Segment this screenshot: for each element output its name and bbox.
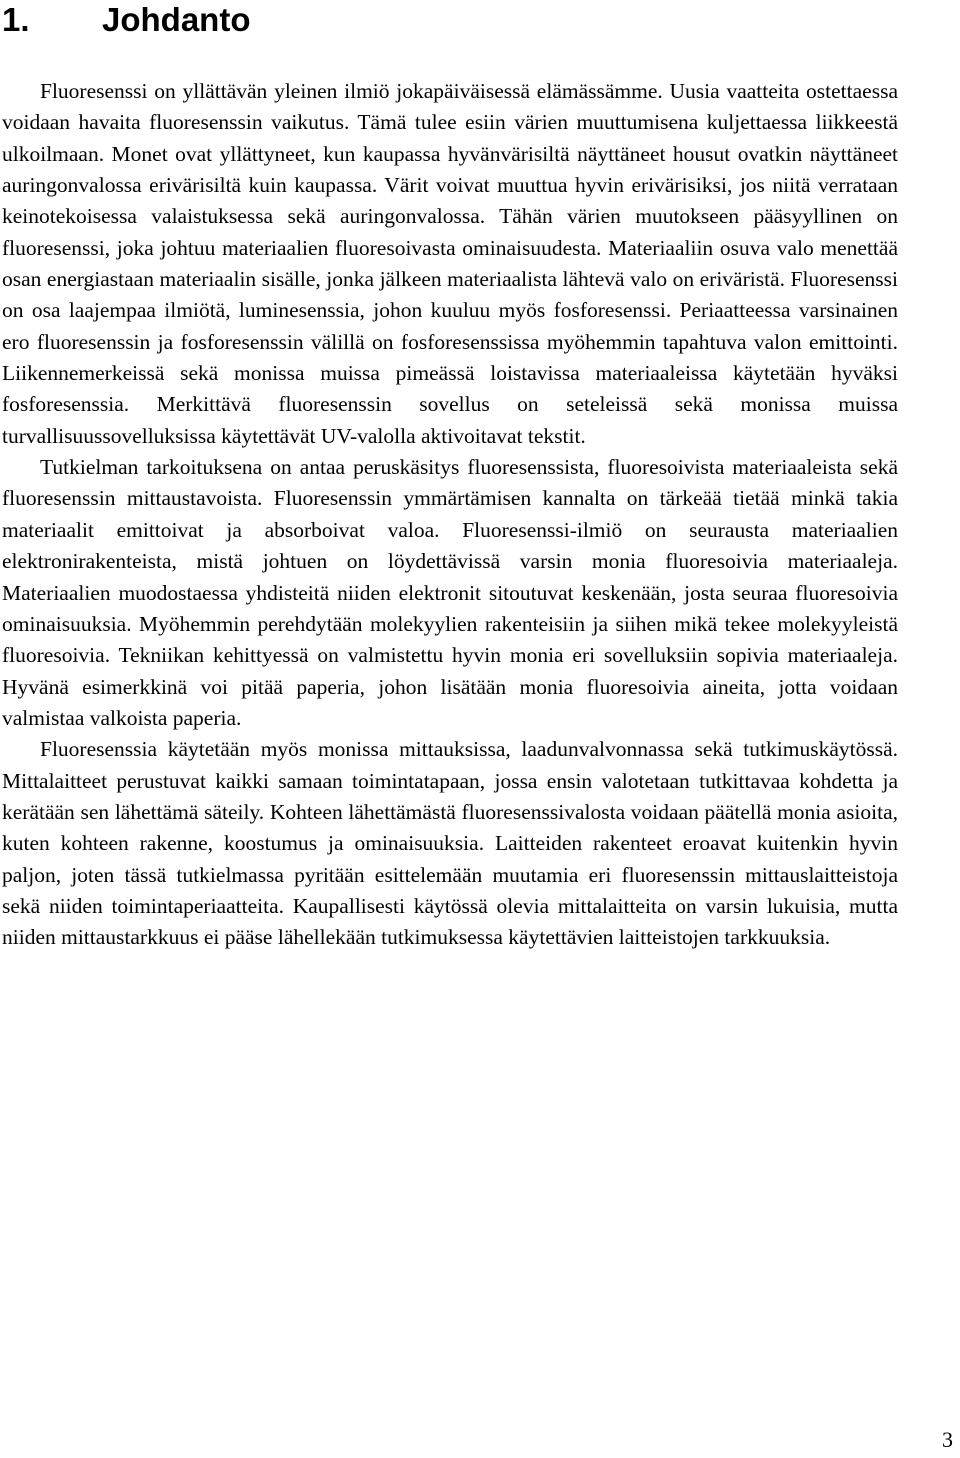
body-text: [2, 76, 898, 954]
chapter-number: 1.: [2, 1, 30, 38]
paragraph-2: Tutkielman tarkoituksena on antaa peruskäsitys fluoresenssista, fluoresoivista materiaaleista sekä fluoresenssin mittaustavoista. Fluoresenssin ymmärtämisen kannalta on tärkeää tietää minkä takia materiaalit emittoivat ja absorboivat valoa. Fluoresenssi-ilmiö on seurausta materiaalien elektronirakenteista, mistä johtuen on löydettävissä varsin monia fluoresoivia materiaaleja. Materiaalien muodostaessa yhdisteitä niiden elektronit sitoutuvat keskenään, josta seuraa fluoresoivia ominaisuuksia. Myöhemmin perehdytään molekyylien rakenteisiin ja siihen mikä tekee molekyyleistä fluoresoivia. Tekniikan kehittyessä on valmistettu hyvin monia eri sovelluksiin sopivia materiaaleja. Hyvänä esimerkkinä voi pitää paperia, johon lisätään monia fluoresoivia aineita, jotta voidaan valmistaa valkoista paperia.: [2, 455, 898, 730]
paragraph-1: Fluoresenssi on yllättävän yleinen ilmiö jokapäiväisessä elämässämme. Uusia vaatteita ostettaessa voidaan havaita fluoresenssin vaikutus. Tämä tulee esiin värien muuttumisena kuljettaessa liikkeestä ulkoilmaan. Monet ovat yllättyneet, kun kaupassa hyvänvärisiltä näyttäneet housut ovatkin näyttäneet auringonvalossa erivärisiltä kuin kaupassa. Värit voivat muuttua hyvin erivärisiksi, jos niitä verrataan keinotekoisessa valaistuksessa sekä auringonvalossa. Tähän värien muutokseen pääsyyllinen on fluoresenssi, joka johtuu materiaalien fluoresoivasta ominaisuudesta. Materiaaliin osuva valo menettää osan energiastaan materiaalin sisälle, jonka jälkeen materiaalista lähtevä valo on eriväristä. Fluoresenssi on osa laajempaa ilmiötä, luminesenssia, johon kuuluu myös fosforesenssi. Periaatteessa varsinainen ero fluoresenssin ja fosforesenssin välillä on fosforesenssissa myöhemmin tapahtuva valon emittointi. Liikennemerkeissä sekä monissa muissa pimeässä loistavissa materiaaleissa käytetään hyväksi fosforesenssia. Merkittävä fluoresenssin sovellus on seteleissä sekä monissa muissa turvallisuussovelluksissa käytettävät UV-valolla aktivoitavat tekstit.: [2, 79, 898, 448]
chapter-heading: [2, 0, 250, 40]
chapter-title: Johdanto: [102, 1, 251, 38]
page-number: 3: [942, 1427, 953, 1452]
paragraph-3: Fluoresenssia käytetään myös monissa mittauksissa, laadunvalvonnassa sekä tutkimuskäytössä. Mittalaitteet perustuvat kaikki samaan toimintatapaan, jossa ensin valotetaan tutkittavaa kohdetta ja kerätään sen lähettämä säteily. Kohteen lähettämästä fluoresenssivalosta voidaan päätellä monia asioita, kuten kohteen rakenne, koostumus ja ominaisuuksia. Laitteiden rakenteet eroavat kuitenkin hyvin paljon, joten tässä tutkielmassa pyritään esittelemään muutamia eri fluoresenssin mittauslaitteistoja sekä niiden toimintaperiaatteita. Kaupallisesti käytössä olevia mittalaitteita on varsin lukuisia, mutta niiden mittaustarkkuus ei pääse lähellekään tutkimuksessa käytettävien laitteistojen tarkkuuksia.: [2, 737, 898, 950]
